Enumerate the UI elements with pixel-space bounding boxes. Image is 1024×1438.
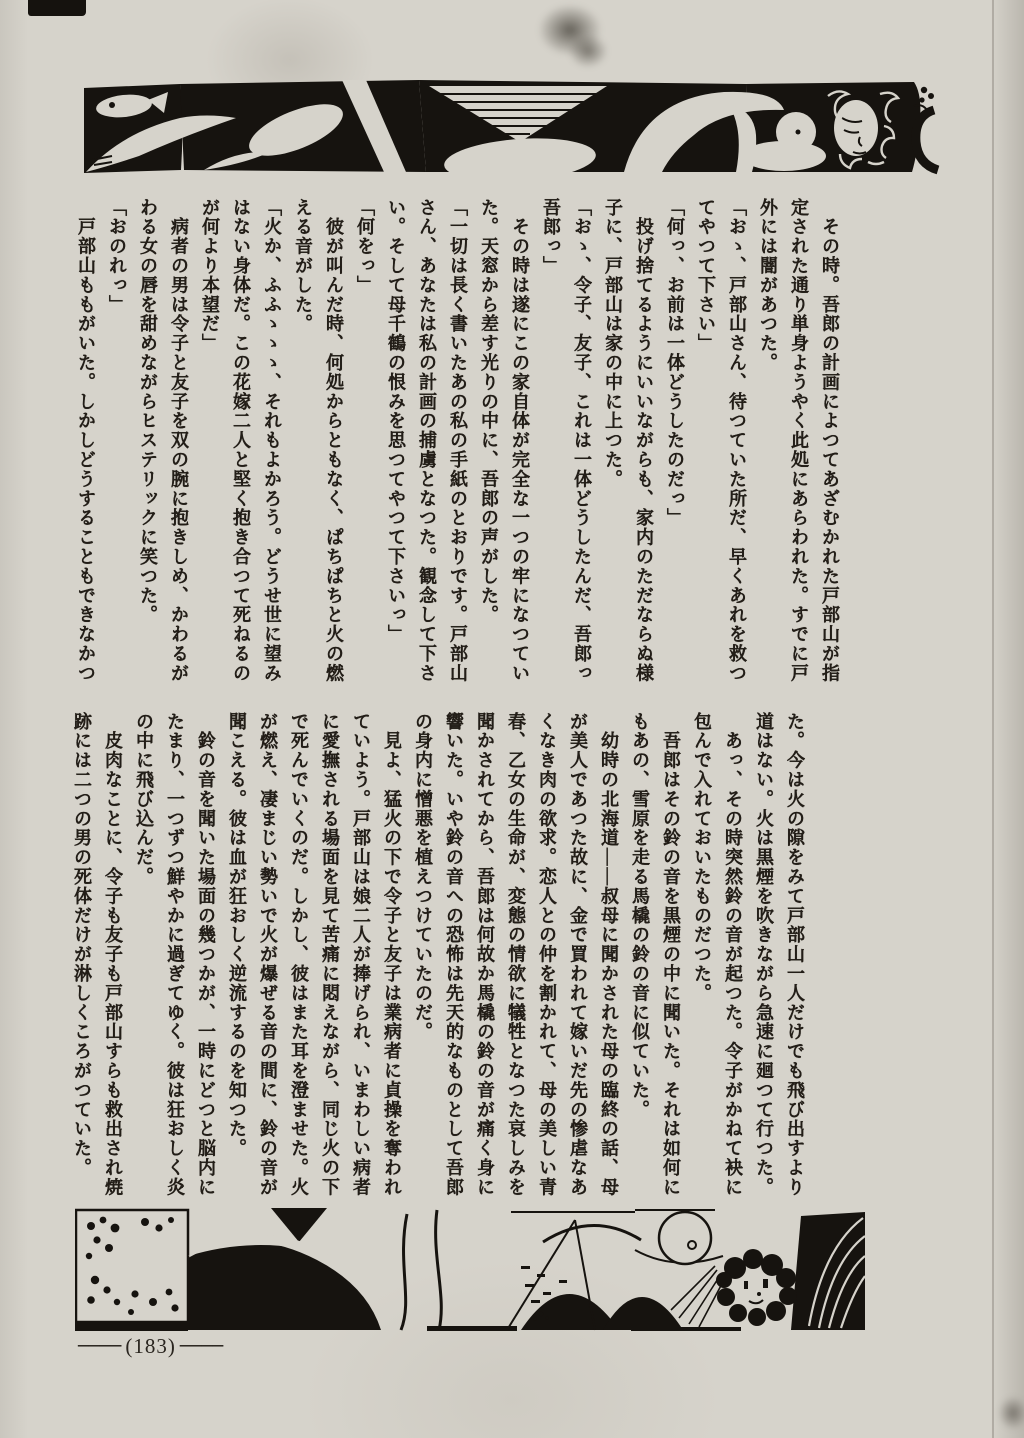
text-column: た。天窓から差す光りの中に、吾郎の声がした。 (479, 198, 499, 625)
scan-artifact-bar (28, 0, 86, 16)
text-column: 定された通り単身ようやく此処にあらわれた。すでに戸 (789, 198, 809, 683)
text-column: ていよう。戸部山は娘二人が捧げられ、いまわしい病者 (351, 712, 371, 1197)
text-column: い。そして母千鶴の恨みを思つてやつて下さいっ」 (386, 198, 406, 645)
text-column: 投げ捨てるようにいいながらも、家内のただならぬ様 (634, 198, 654, 683)
text-column: が美人であつた故に、金で買われて嫁いだ先の惨虐なあ (568, 712, 588, 1197)
text-column: で死んでいくのだ。しかし、彼はまた耳を澄ませた。火 (289, 712, 309, 1197)
text-column: 見よ、猛火の下で令子と友子は業病者に貞操を奪われ (382, 712, 402, 1197)
text-column: 跡には二つの男の死体だけが淋しくころがつていた。 (72, 712, 92, 1178)
footer-dash-right: ──── (179, 1335, 224, 1357)
text-column: 「何をっ」 (355, 198, 375, 295)
text-column: 「火か、ふふゝゝゝ、それもよかろう。どうせ世に望み (262, 198, 282, 683)
text-column: くなき肉の欲求。恋人との仲を割かれて、母の美しい青 (537, 712, 557, 1197)
text-column: たまり、一つずつ鮮やかに過ぎてゆく。彼は狂おしく炎 (165, 712, 185, 1197)
text-column: 聞こえる。彼は血が狂おしく逆流するのを知つた。 (227, 712, 247, 1159)
page-edge-line (992, 0, 994, 1438)
text-column: の身内に憎悪を植えつけていたのだ。 (413, 712, 433, 1042)
reclining-nude-woodcut-icon (84, 80, 940, 175)
text-column: 「おゝ、戸部山さん、待つていた所だ、早くあれを救つ (727, 198, 747, 683)
upper-text-block (70, 198, 845, 708)
text-column: える音がした。 (293, 198, 313, 334)
ink-smudge (998, 1396, 1024, 1430)
ink-smudge (568, 34, 608, 68)
text-column: あっ、その時突然鈴の音が起つた。令子がかねて袂に (723, 712, 743, 1197)
text-column: の中に飛び込んだ。 (134, 712, 154, 887)
footer-dash-left: ──── (78, 1335, 122, 1357)
text-column: に愛撫される場面を見て苦痛に悶えながら、同じ火の下 (320, 712, 340, 1197)
text-column: 響いた。いや鈴の音への恐怖は先天的なものとして吾郎 (444, 712, 464, 1197)
top-illustration (84, 80, 940, 180)
text-column: もあの、雪原を走る馬橇の鈴の音に似ていた。 (630, 712, 650, 1120)
page-number: (183) (125, 1334, 176, 1358)
text-column: 子に、戸部山は家の中に上つた。 (603, 198, 623, 489)
text-column: 鈴の音を聞いた場面の幾つかが、一時にどつと脳内に (196, 712, 216, 1197)
text-column: 「おゝ、令子、友子、これは一体どうしたんだ、吾郎っ (572, 198, 592, 683)
text-column: その時。吾郎の計画によつてあざむかれた戸部山が指 (820, 198, 840, 683)
text-column: 皮肉なことに、令子も友子も戸部山すらも救出され焼 (103, 712, 123, 1197)
text-column: さん、あなたは私の計画の捕虜となつた。観念して下さ (417, 198, 437, 683)
text-column: 春、乙女の生命が、変態の情欲に犠牲となつた哀しみを (506, 712, 526, 1197)
text-column: てやつて下さい」 (696, 198, 716, 354)
text-column: 病者の男は令子と友子を双の腕に抱きしめ、かわるが (169, 198, 189, 683)
text-column: その時は遂にこの家自体が完全な一つの牢になつてい (510, 198, 530, 683)
text-column: が燃え、凄まじい勢いで火が爆ぜる音の間に、鈴の音が (258, 712, 278, 1197)
text-column: 吾郎はその鈴の音を黒煙の中に聞いた。それは如何に (661, 712, 681, 1197)
text-column: 道はない。火は黒煙を吹きながら急速に廻つて行つた。 (754, 712, 774, 1197)
text-column: 外には闇があつた。 (758, 198, 778, 373)
lower-text-block (66, 712, 810, 1222)
text-column: 戸部山ももがいた。しかしどうすることもできなかつ (76, 198, 96, 683)
bottom-illustration (75, 1208, 865, 1338)
page-footer (78, 1334, 223, 1359)
text-column: はない身体だ。この花嫁二人と堅く抱き合つて死ねるの (231, 198, 251, 683)
text-column: 「何っ、お前は一体どうしたのだっ」 (665, 198, 685, 528)
text-column: 包んで入れておいたものだつた。 (692, 712, 712, 1003)
text-column: が何より本望だ」 (200, 198, 220, 354)
text-column: 幼時の北海道――叔母に聞かされた母の臨終の話、母 (599, 712, 619, 1197)
text-column: 吾郎っ」 (541, 198, 561, 276)
reclining-nude-flowers-woodcut-icon (75, 1208, 865, 1333)
text-column: わる女の唇を甜めながらヒステリックに笑つた。 (138, 198, 158, 625)
text-column: 彼が叫んだ時、何処からともなく、ぱちぱちと火の燃 (324, 198, 344, 683)
text-column: 聞かされてから、吾郎は何故か馬橇の鈴の音が痛く身に (475, 712, 495, 1197)
text-column: た。今は火の隙をみて戸部山一人だけでも飛び出すより (785, 712, 805, 1197)
text-column: 「おのれっ」 (107, 198, 127, 315)
text-column: 「一切は長く書いたあの私の手紙のとおりです。戸部山 (448, 198, 468, 683)
